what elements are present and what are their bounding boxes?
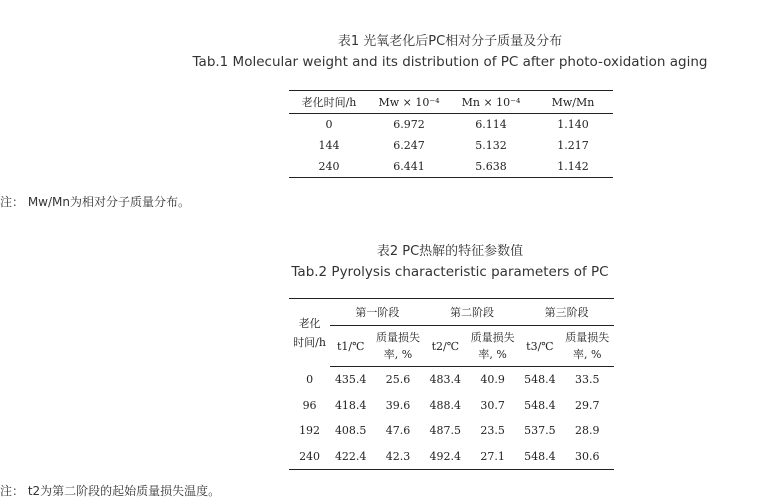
table-cell: 40.9 bbox=[480, 373, 505, 387]
table1-caption-cn: 表1 光氧老化后PC相对分子质量及分布 bbox=[337, 34, 563, 49]
table-cell: 47.6 bbox=[385, 424, 411, 438]
table-cell: 492.4 bbox=[429, 449, 462, 463]
molecular-weight-table bbox=[289, 90, 613, 178]
table2-caption-en: Tab.2 Pyrolysis characteristic parameters of PC bbox=[291, 264, 609, 280]
table-cell: 435.4 bbox=[334, 373, 367, 387]
table-cell: 240 bbox=[299, 449, 321, 463]
table-cell: 1.142 bbox=[557, 160, 589, 173]
table-cell: 488.4 bbox=[429, 398, 462, 412]
stage-group-header: 第一阶段 bbox=[330, 299, 425, 326]
table2-caption-cn: 表2 PC热解的特征参数值 bbox=[376, 244, 524, 259]
stage-group-header: 第二阶段 bbox=[425, 299, 520, 326]
table-cell: 240 bbox=[318, 160, 340, 173]
table-row bbox=[289, 444, 614, 470]
age-header-line2: 时间/h bbox=[293, 335, 326, 349]
table-cell: 548.4 bbox=[524, 449, 556, 463]
table2-age-header bbox=[289, 299, 330, 367]
table-row bbox=[289, 367, 614, 393]
age-header-line1: 老化 bbox=[298, 316, 321, 330]
table-cell: 5.638 bbox=[475, 160, 507, 173]
table-cell: 0 bbox=[325, 118, 333, 131]
table-row bbox=[289, 114, 613, 136]
table2-note: 注： t2为第二阶段的起始质量损失温度。 bbox=[0, 484, 221, 498]
temperature-header: t3/℃ bbox=[519, 326, 560, 367]
table-cell: 30.7 bbox=[480, 398, 505, 412]
stage-group-header: 第三阶段 bbox=[519, 299, 614, 326]
pyrolysis-parameters-table bbox=[289, 298, 614, 470]
table1-header-row bbox=[289, 91, 613, 114]
table-cell: 192 bbox=[299, 424, 321, 438]
table-cell: 487.5 bbox=[429, 424, 462, 438]
table-cell: 408.5 bbox=[334, 424, 367, 438]
table-cell: 23.5 bbox=[480, 424, 505, 438]
table-cell: 1.217 bbox=[557, 139, 589, 152]
table-cell: 33.5 bbox=[574, 373, 600, 387]
table1-header: Mw × 10⁻⁴ bbox=[369, 91, 449, 114]
table-cell: 42.3 bbox=[385, 449, 411, 463]
mass-loss-header: 质量损失率, % bbox=[560, 326, 614, 367]
table1-header: Mn × 10⁻⁴ bbox=[449, 91, 533, 114]
table-cell: 548.4 bbox=[524, 373, 556, 387]
table-row bbox=[289, 418, 614, 444]
table-cell: 483.4 bbox=[429, 373, 462, 387]
table-cell: 537.5 bbox=[524, 424, 556, 438]
table-cell: 96 bbox=[302, 398, 317, 412]
table-cell: 144 bbox=[318, 139, 340, 152]
table-cell: 39.6 bbox=[385, 398, 411, 412]
table-cell: 422.4 bbox=[334, 449, 367, 463]
table-cell: 25.6 bbox=[385, 373, 411, 387]
temperature-header: t2/℃ bbox=[425, 326, 466, 367]
table1-header: Mw/Mn bbox=[533, 91, 613, 114]
table-cell: 30.6 bbox=[574, 449, 600, 463]
table-cell: 0 bbox=[306, 373, 314, 386]
table2-sub-header-row bbox=[289, 326, 614, 367]
table-cell: 418.4 bbox=[334, 398, 367, 412]
table-cell: 6.972 bbox=[393, 118, 425, 131]
table-row bbox=[289, 393, 614, 419]
table-cell: 5.132 bbox=[475, 139, 507, 152]
table-cell: 28.9 bbox=[574, 424, 600, 438]
table-cell: 6.247 bbox=[393, 139, 425, 152]
table-cell: 27.1 bbox=[480, 449, 505, 463]
table2-group-header-row bbox=[289, 299, 614, 326]
table-cell: 6.441 bbox=[393, 160, 425, 173]
table-cell: 548.4 bbox=[524, 398, 556, 412]
table1-header: 老化时间/h bbox=[289, 91, 369, 114]
table-cell: 6.114 bbox=[475, 118, 507, 131]
table1-caption-en: Tab.1 Molecular weight and its distribution of PC after photo-oxidation aging bbox=[192, 54, 708, 70]
table1-note: 注： Mw/Mn为相对分子质量分布。 bbox=[0, 195, 190, 209]
mass-loss-header: 质量损失率, % bbox=[371, 326, 424, 367]
table-row bbox=[289, 156, 613, 178]
mass-loss-header: 质量损失率, % bbox=[466, 326, 519, 367]
table-cell: 1.140 bbox=[557, 118, 589, 131]
table-row bbox=[289, 135, 613, 156]
table-cell: 29.7 bbox=[574, 398, 600, 412]
temperature-header: t1/℃ bbox=[330, 326, 371, 367]
